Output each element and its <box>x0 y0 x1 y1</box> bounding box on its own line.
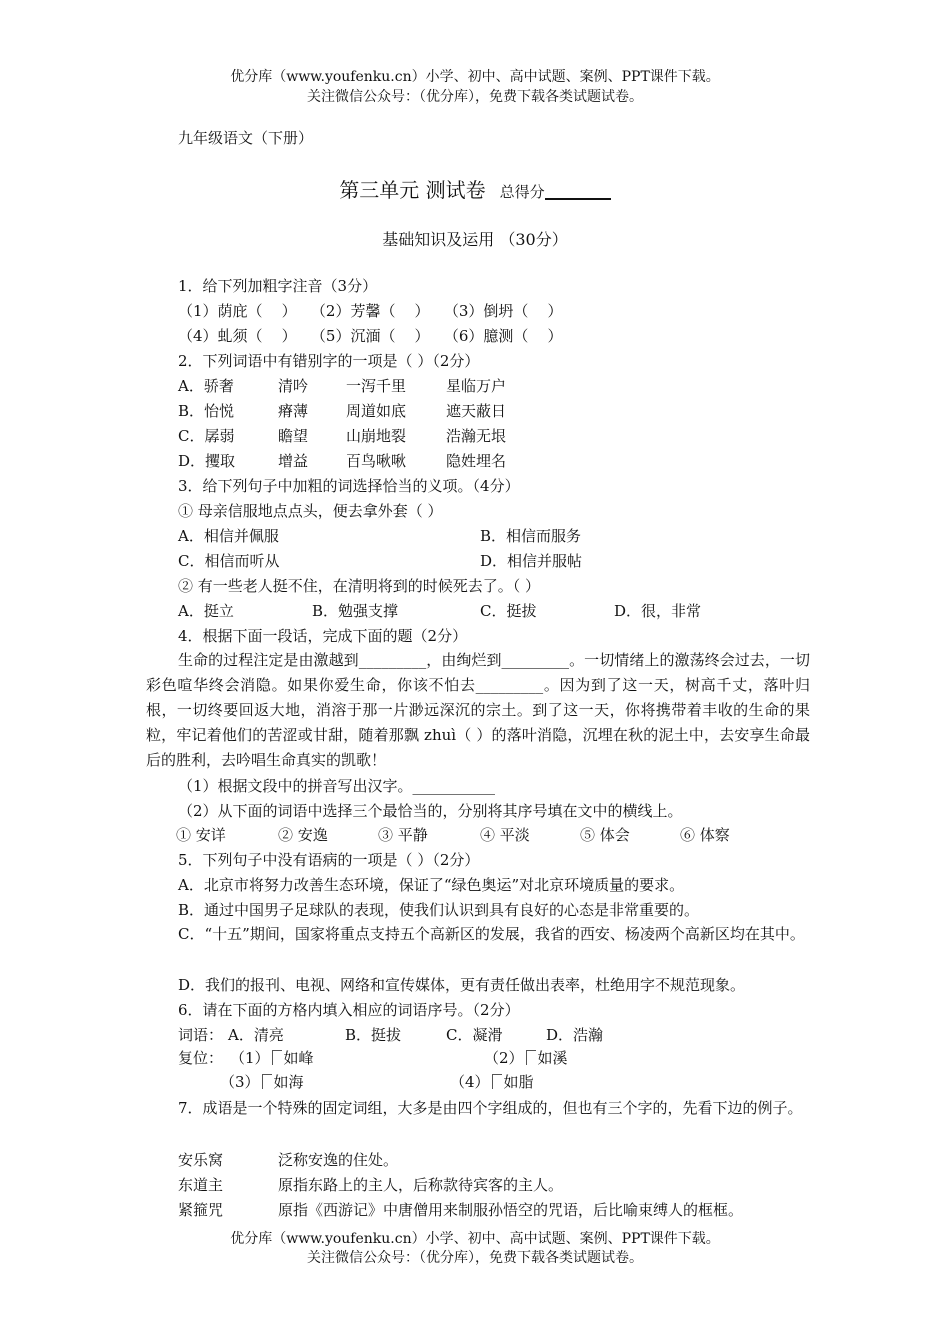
q3-s2-opt-a: A．挺立 <box>178 602 234 620</box>
q4-choice-1: ① 安详 <box>176 826 226 844</box>
q4-sub-2: （2）从下面的词语中选择三个最恰当的，分别将其序号填在文中的横线上。 <box>178 802 683 820</box>
q6-fu-label: 复位： <box>178 1049 224 1067</box>
q6-item-4: （4） 如脂 <box>450 1073 534 1091</box>
q6-item-3: （3） 如海 <box>220 1073 304 1091</box>
q6-word-d: D．浩瀚 <box>546 1026 604 1044</box>
q7-example-3: 紧箍咒 原指《西游记》中唐僧用来制服孙悟空的咒语，后比喻束缚人的框框。 <box>178 1201 744 1219</box>
q3-stem: 3．给下列句子中加粗的词选择恰当的义项。（4分） <box>178 477 520 495</box>
q3-s1-opt-d: D．相信并服帖 <box>480 552 583 570</box>
q3-s2-opt-d: D．很，非常 <box>614 602 702 620</box>
q6-words-label: 词语： <box>178 1026 224 1044</box>
q3-sentence-2: ② 有一些老人挺不住，在清明将到的时候死去了。（ ） <box>178 577 541 595</box>
title-text: 第三单元 测试卷 <box>339 178 486 202</box>
q6-item-1: （1） 如峰 <box>230 1049 314 1067</box>
q6-word-c: C．凝滑 <box>446 1026 503 1044</box>
q3-s2-opt-b: B．勉强支撑 <box>312 602 399 620</box>
q4-choice-2: ② 安逸 <box>278 826 328 844</box>
q3-s1-opt-b: B．相信而服务 <box>480 527 582 545</box>
page-title <box>0 174 950 203</box>
q2-stem: 2．下列词语中有错别字的一项是（ ）（2分） <box>178 352 480 370</box>
q6-word-a: A．清亮 <box>228 1026 284 1044</box>
section-heading: 基础知识及运用 （30分） <box>382 230 568 249</box>
q7-example-2: 东道主 原指东路上的主人，后称款待宾客的主人。 <box>178 1176 564 1194</box>
q6-item-2: （2） 如溪 <box>484 1049 568 1067</box>
q7-example-1: 安乐窝 泛称安逸的住处。 <box>178 1151 399 1169</box>
answer-box[interactable] <box>272 1050 282 1065</box>
answer-box[interactable] <box>492 1074 502 1089</box>
score-label: 总得分 <box>499 183 545 201</box>
q1-row2: （4）虬须（ ） （5）沉湎（ ） （6）臆测（ ） <box>178 327 563 345</box>
q6-stem: 6．请在下面的方格内填入相应的词语序号。（2分） <box>178 1001 520 1019</box>
q4-choice-3: ③ 平静 <box>378 826 428 844</box>
q5-option-d: D．我们的报刊、电视、网络和宣传媒体，更有责任做出表率，杜绝用字不规范现象。 <box>178 976 746 994</box>
q4-choice-4: ④ 平淡 <box>480 826 530 844</box>
q3-s1-opt-c: C．相信而听从 <box>178 552 280 570</box>
footer-line-1: 优分库（www.youfenku.cn）小学、初中、高中试题、案例、PPT课件下载。 <box>230 1231 720 1247</box>
score-blank <box>545 180 611 200</box>
q5-option-c: C．“十五”期间，国家将重点支持五个高新区的发展，我省的西安、杨凌两个高新区均在其中。 <box>178 925 805 943</box>
q4-paragraph: 生命的过程注定是由激越到_________，由绚烂到_________。一切情绪上的激荡终会过去，一切彩色喧华终会消隐。如果你爱生命，你该不怕去_________。因为到了这一天，树高千丈，落叶归根，一切终要回返大地，消溶于那一片渺远深沉的宗土。到了这一天，你将携带着丰收的生命的果粒，牢记着他们的苦涩或甘甜，随着那飘 zhuì（ ）的落叶消隐，沉埋在秋的泥土中，去安享生命最后的胜利，去吟唱生命真实的凯歌！ <box>146 651 810 769</box>
q4-choice-6: ⑥ 体察 <box>680 826 730 844</box>
q4-stem: 4．根据下面一段话，完成下面的题（2分） <box>178 627 468 645</box>
q4-choice-5: ⑤ 体会 <box>580 826 630 844</box>
q5-stem: 5．下列句子中没有语病的一项是（ ）（2分） <box>178 851 480 869</box>
q7-stem: 7．成语是一个特殊的固定词组，大多是由四个字组成的，但也有三个字的，先看下边的例子。 <box>178 1099 803 1117</box>
grade-label: 九年级语文（下册） <box>178 129 314 147</box>
answer-box[interactable] <box>262 1074 272 1089</box>
header-line-2: 关注微信公众号：（优分库），免费下载各类试题试卷。 <box>307 89 643 105</box>
footer-line-2: 关注微信公众号：（优分库），免费下载各类试题试卷。 <box>307 1250 643 1266</box>
q1-stem: 1．给下列加粗字注音（3分） <box>178 277 378 295</box>
answer-box[interactable] <box>526 1050 536 1065</box>
q1-row1: （1）荫庇（ ） （2）芳馨（ ） （3）倒坍（ ） <box>178 302 563 320</box>
q5-option-b: B．通过中国男子足球队的表现，使我们认识到具有良好的心态是非常重要的。 <box>178 901 700 919</box>
q5-option-a: A．北京市将努力改善生态环境，保证了“绿色奥运”对北京环境质量的要求。 <box>178 876 685 894</box>
header-line-1: 优分库（www.youfenku.cn）小学、初中、高中试题、案例、PPT课件下载。 <box>230 69 720 85</box>
q6-word-b: B．挺拔 <box>345 1026 402 1044</box>
q4-sub-1: （1）根据文段中的拼音写出汉字。___________ <box>178 777 496 795</box>
q3-s2-opt-c: C．挺拔 <box>480 602 537 620</box>
q3-sentence-1: ① 母亲信服地点点头，便去拿外套（ ） <box>178 502 443 520</box>
q3-s1-opt-a: A．相信并佩服 <box>178 527 279 545</box>
